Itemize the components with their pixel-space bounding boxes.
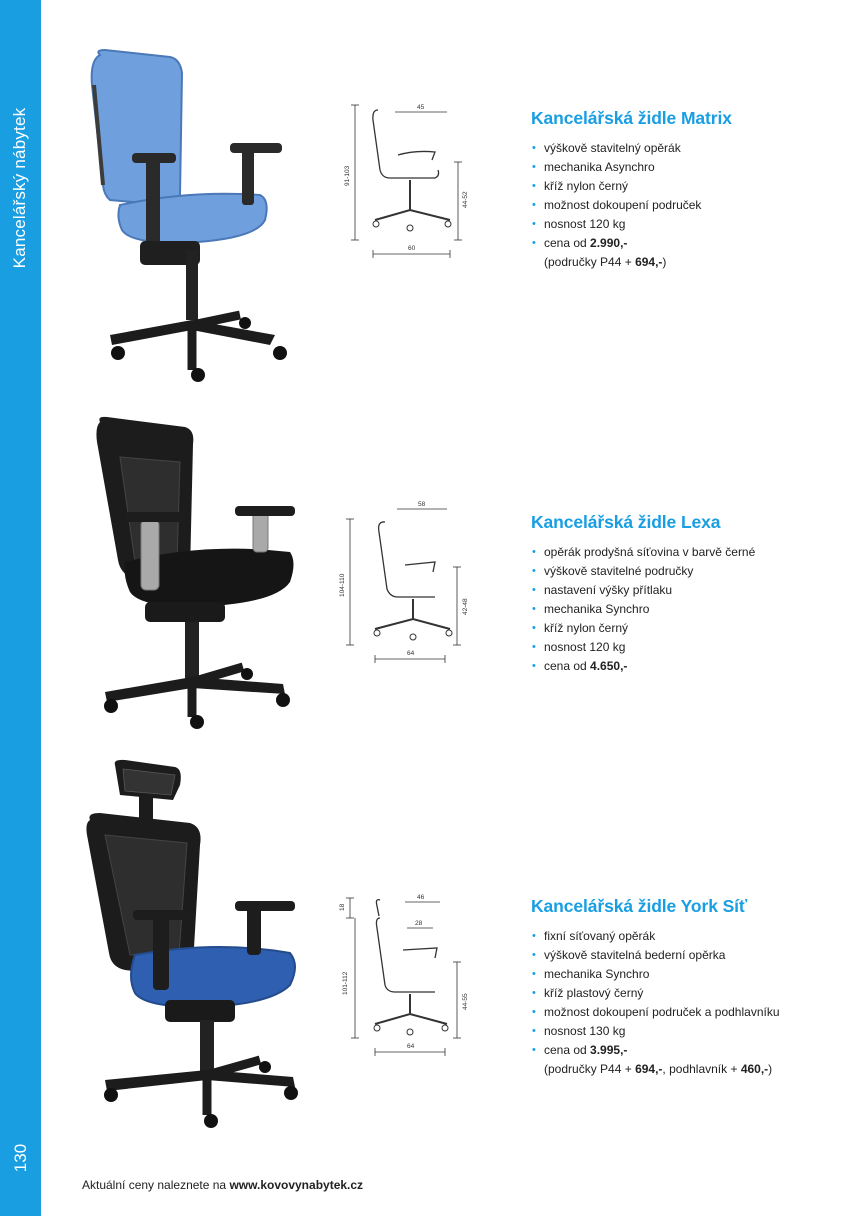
feature-list (531, 927, 841, 1079)
dim-inner: 28 (415, 920, 423, 927)
feature-list (531, 139, 831, 272)
bullet-icon: • (532, 1025, 536, 1037)
price: 3.995,- (590, 1043, 628, 1057)
dimension-drawing-york (335, 890, 480, 1060)
dim-height: 104-110 (339, 573, 346, 597)
bullet-icon: • (532, 218, 536, 230)
bullet-icon: • (532, 546, 536, 558)
dim-width: 60 (408, 245, 416, 252)
bullet-icon: • (532, 180, 536, 192)
dimension-drawing-matrix (340, 100, 480, 260)
page-number: 130 (11, 1143, 30, 1173)
list-item: • fixní síťovaný opěrák (531, 927, 841, 946)
list-item: • výškově stavitelný opěrák (531, 139, 831, 158)
bullet-icon: • (532, 622, 536, 634)
price: 2.990,- (590, 236, 628, 250)
product-title: Kancelářská židle Lexa (531, 512, 721, 532)
dim-depth: 45 (417, 104, 425, 111)
list-item: • mechanika Synchro (531, 600, 831, 619)
bullet-icon: • (532, 603, 536, 615)
bullet-icon: • (532, 968, 536, 980)
price: 4.650,- (590, 659, 628, 673)
bullet-icon: • (532, 584, 536, 596)
list-item: • možnost dokoupení područek (531, 196, 831, 215)
bullet-icon: • (532, 199, 536, 211)
bullet-icon: • (532, 641, 536, 653)
list-item: • nosnost 120 kg (531, 638, 831, 657)
bullet-icon: • (532, 949, 536, 961)
footer-text: Aktuální ceny naleznete na (82, 1178, 230, 1192)
dim-depth: 58 (418, 501, 426, 508)
price-item: • cena od 3.995,- (531, 1041, 841, 1060)
list-item: • možnost dokoupení područek a podhlavníku (531, 1003, 841, 1022)
dim-height: 91-103 (344, 165, 351, 186)
list-item: • nosnost 130 kg (531, 1022, 841, 1041)
dim-seat: 42-48 (462, 598, 469, 615)
footer-note (82, 1178, 363, 1192)
list-item: • nastavení výšky přítlaku (531, 581, 831, 600)
list-item: • výškově stavitelné područky (531, 562, 831, 581)
bullet-icon: • (532, 565, 536, 577)
bullet-icon: • (532, 237, 536, 249)
bullet-icon: • (532, 1006, 536, 1018)
chair-photo-york (75, 755, 325, 1140)
list-item: • kříž nylon černý (531, 177, 831, 196)
list-item: • mechanika Synchro (531, 965, 841, 984)
list-item: • nosnost 120 kg (531, 215, 831, 234)
bullet-icon: • (532, 1044, 536, 1056)
bullet-icon: • (532, 660, 536, 672)
section-title: Kancelářský nábytek (10, 107, 29, 269)
price-item: • cena od 4.650,- (531, 657, 831, 676)
dim-depth: 46 (417, 894, 425, 901)
extra-price-item: (područky P44 + 694,-, podhlavník + 460,-) (544, 1062, 773, 1076)
price-item: • cena od 2.990,- (531, 234, 831, 253)
list-item: • výškově stavitelná bederní opěrka (531, 946, 841, 965)
list-item: • mechanika Asynchro (531, 158, 831, 177)
dimension-drawing-lexa (335, 497, 480, 667)
sidebar (0, 0, 41, 1216)
chair-photo-matrix (70, 45, 310, 390)
bullet-icon: • (532, 987, 536, 999)
dim-height: 101-112 (342, 971, 349, 995)
website-link[interactable]: www.kovovynabytek.cz (229, 1178, 364, 1192)
product-title: Kancelářská židle York Síť (531, 896, 748, 916)
list-item: • kříž nylon černý (531, 619, 831, 638)
list-item: • kříž plastový černý (531, 984, 841, 1003)
bullet-icon: • (532, 161, 536, 173)
product-info-york (531, 896, 841, 1079)
product-info-matrix (531, 108, 831, 272)
bullet-icon: • (532, 930, 536, 942)
product-info-lexa (531, 512, 831, 676)
dim-seat: 44-52 (462, 191, 469, 208)
dim-seat: 44-55 (462, 993, 469, 1010)
chair-photo-lexa (85, 412, 315, 742)
dim-width: 64 (407, 650, 415, 657)
dim-head: 18 (339, 903, 346, 911)
bullet-icon: • (532, 142, 536, 154)
dim-width: 64 (407, 1043, 415, 1050)
product-title: Kancelářská židle Matrix (531, 108, 732, 128)
list-item: • opěrák prodyšná síťovina v barvě černé (531, 543, 831, 562)
extra-price-item: (područky P44 + 694,-) (544, 255, 667, 269)
feature-list (531, 543, 831, 676)
